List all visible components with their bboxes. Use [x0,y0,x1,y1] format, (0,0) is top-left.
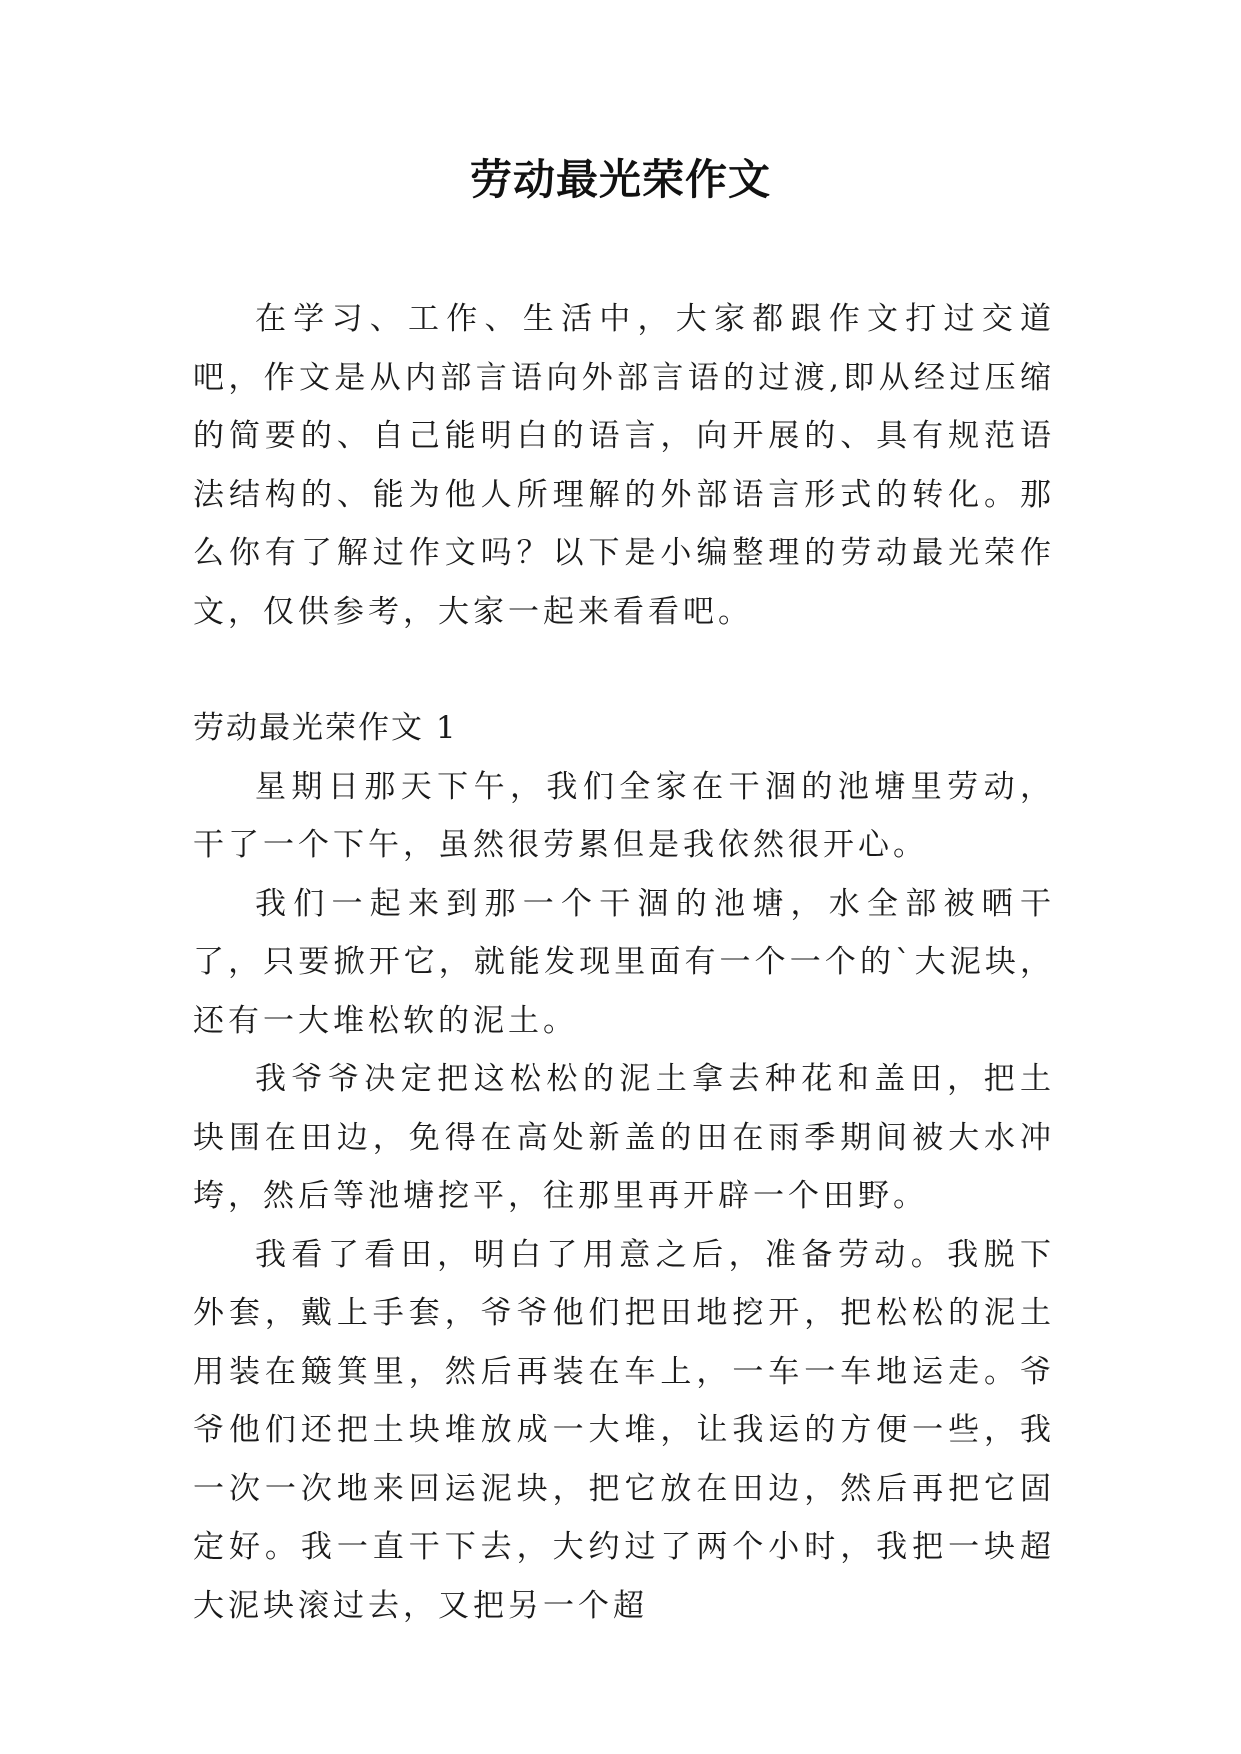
body-paragraph-3: 我爷爷决定把这松松的泥土拿去种花和盖田，把土块围在田边，免得在高处新盖的田在雨季期间被大水冲垮，然后等池塘挖平，往那里再开辟一个田野。 [193,1061,1055,1214]
body-paragraph-2: 我们一起来到那一个干涸的池塘，水全部被晒干了，只要掀开它，就能发现里面有一个一个的`大泥块，还有一大堆松软的泥土。 [193,885,1055,1039]
section-title: 劳动最光荣作文 1 [193,710,458,746]
intro-paragraph: 在学习、工作、生活中，大家都跟作文打过交道吧，作文是从内部言语向外部言语的过渡,即从经过压缩的简要的、自己能明白的语言，向开展的、具有规范语法结构的、能为他人所理解的外部语言形式的转化。那么你有了解过作文吗？以下是小编整理的劳动最光荣作文，仅供参考，大家一起来看看吧。 [193,301,1055,630]
body-paragraph-4: 我看了看田，明白了用意之后，准备劳动。我脱下外套，戴上手套，爷爷他们把田地挖开，把松松的泥土用装在簸箕里，然后再装在车上，一车一车地运走。爷爷他们还把土块堆放成一大堆，让我运的方便一些，我一次一次地来回运泥块，把它放在田边，然后再把它固定好。我一直干下去，大约过了两个小时，我把一块超大泥块滚过去，又把另一个超 [193,1236,1055,1624]
body-paragraph-1: 星期日那天下午，我们全家在干涸的池塘里劳动，干了一个下午，虽然很劳累但是我依然很开心。 [193,768,1055,863]
document-title: 劳动最光荣作文 [469,155,771,204]
document-body [193,290,1055,1635]
